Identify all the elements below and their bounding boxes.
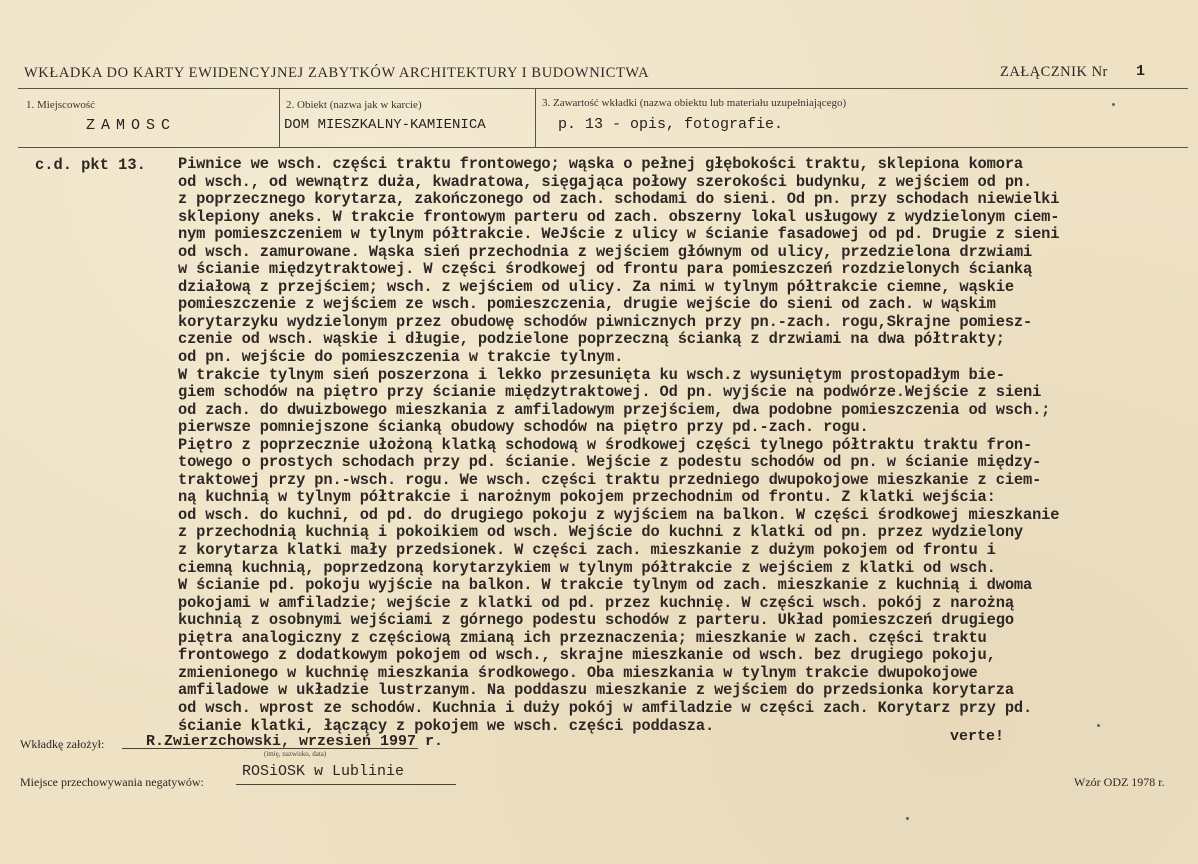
text-line: kuchnią z osobnymi wejściami z górnego podestu schodów z parteru. Układ pomieszczeń drugiego: [178, 611, 1014, 630]
text-line: pomieszczenie z wejściem ze wsch. pomieszczenia, drugie wejście do sieni od zach. w wąskim: [178, 295, 996, 314]
text-line: ciemną kuchnią, poprzedzoną korytarzykiem w tylnym półtrakcie z wejściem z klatki od wsch.: [178, 558, 996, 577]
created-by-line: [122, 748, 418, 749]
paper-speck: [906, 817, 909, 820]
text-line: towego o prostych schodach przy pd. ścianie. Wejście z podestu schodów od pn. w ścianie między-: [178, 453, 1042, 472]
created-by-label: Wkładkę założył:: [20, 737, 105, 751]
text-line: od pn. wejście do pomieszczenia w trakcie tylnym.: [178, 348, 624, 367]
text-line: pierwsze pomniejszone ścianką obudowy schodów na piętro przy pd.-zach. rogu.: [178, 418, 869, 437]
text-line: od zach. do dwuizbowego mieszkania z amfiladowym przejściem, dwa podobne pomieszczenia od wsch.;: [178, 400, 1051, 419]
text-line: w ścianie międzytraktowej. W części środkowej od frontu para pomieszczeń rozdzielonych ścianką: [178, 260, 1033, 279]
text-line: od wsch., od wewnątrz duża, kwadratowa, sięgająca połowy szerokości budynku, z wejściem od pn.: [178, 172, 1033, 191]
text-line: W ścianie pd. pokoju wyjście na balkon. W trakcie tylnym od zach. mieszkanie z kuchnią i dwoma: [178, 576, 1033, 595]
negatives-location-label: Miejsce przechowywania negatywów:: [20, 775, 204, 789]
text-line: piętra analogiczny z częściową zmianą ich przeznaczenia; mieszkanie w zach. części traktu: [178, 628, 987, 647]
text-line: korytarzyku wydzielonym przez obudowę schodów piwnicznych przy pn.-zach. rogu,Skrajne pomiesz-: [178, 312, 1033, 331]
text-line: czenie od wsch. wąskie i długie, podzielone poprzeczną ścianką z drzwiami na dwa półtrakty;: [178, 330, 1005, 349]
fields-bottom-rule: [18, 147, 1188, 148]
created-by-hint: (imię, nazwisko, data): [264, 750, 327, 758]
object-value: DOM MIESZKALNY-KAMIENICA: [284, 117, 486, 133]
text-line: Piętro z poprzecznie ułożoną klatką schodową w środkowej części tylnego półtraktu traktu fron-: [178, 435, 1033, 454]
created-by-value: R.Zwierzchowski, wrzesień 1997 r.: [146, 733, 444, 750]
paper-speck: [1097, 724, 1100, 727]
text-line: z poprzecznego korytarza, zakończonego od zach. schodami do sieni. Od pn. przy schodach niewielki: [178, 190, 1060, 209]
object-label: 2. Obiekt (nazwa jak w karcie): [286, 99, 422, 111]
attachment-number: 1: [1136, 63, 1146, 80]
continuation-label: c.d. pkt 13.: [35, 156, 146, 174]
description-text: [178, 156, 1188, 735]
text-line: ścianie klatki, łączący z pokojem we wsch. części poddasza.: [178, 716, 715, 735]
field-divider-2: [535, 88, 536, 147]
text-line: z korytarza klatki mały przedsionek. W części zach. mieszkanie z dużym pokojem od frontu i: [178, 541, 996, 560]
place-value: ZAMOSC: [86, 117, 177, 134]
text-line: sklepiony aneks. W trakcie frontowym parteru od zach. obszerny lokal usługowy z wydzielonym ciem-: [178, 207, 1060, 226]
content-value: p. 13 - opis, fotografie.: [558, 116, 784, 133]
text-line: od wsch. wprost ze schodów. Kuchnia i duży pokój w amfiladzie w części zach. Korytarz przy pd.: [178, 698, 1033, 717]
field-divider-1: [279, 88, 280, 147]
place-label: 1. Miejscowość: [26, 99, 96, 111]
text-line: zmienionego w kuchnię mieszkania środkowego. Oba mieszkania w tylnym trakcie dwupokojowe: [178, 663, 978, 682]
text-line: od wsch. do kuchni, od pd. do drugiego pokoju z wyjściem na balkon. W części środkowej mieszkanie: [178, 505, 1060, 524]
text-line: W trakcie tylnym sień poszerzona i lekko przesunięta ku wsch.z wysuniętym prostopadłym bie-: [178, 365, 1005, 384]
form-template-note: Wzór ODZ 1978 r.: [1074, 775, 1165, 789]
text-line: giem schodów na piętro przy ścianie międzytraktowej. Od pn. wyjście na podwórze.Wejście z sieni: [178, 383, 1042, 402]
text-line: od wsch. zamurowane. Wąska sień przechodnia z wejściem głównym od ulicy, przedzielona drzwiami: [178, 242, 1033, 261]
text-line: z przechodnią kuchnią i pokoikiem od wsch. Wejście do kuchni z klatki od pn. przez wydzielony: [178, 523, 1023, 542]
text-line: traktowej przy pn.-wsch. rogu. We wsch. części traktu przedniego dwupokojowe mieszkanie z ciem-: [178, 470, 1042, 489]
text-line: pokojami w amfiladzie; wejście z klatki od pd. przez kuchnię. W części wsch. pokój z narożną: [178, 593, 1014, 612]
negatives-location-line: [236, 784, 456, 785]
text-line: nym pomieszczeniem w tylnym półtrakcie. WeJście z ulicy w ścianie fasadowej od pd. Drugie z sieni: [178, 225, 1060, 244]
text-line: działową z przejściem; wsch. z wejściem od ulicy. Za nimi w tylnym półtrakcie ciemne, wąskie: [178, 277, 1014, 296]
top-rule: [18, 88, 1188, 89]
text-line: Piwnice we wsch. części traktu frontowego; wąska o pełnej głębokości traktu, sklepiona komora: [178, 155, 1023, 173]
content-label: 3. Zawartość wkładki (nazwa obiektu lub materiału uzupełniającego): [542, 97, 847, 109]
text-line: frontowego z dodatkowym pokojem od wsch., skrajne mieszkanie od wsch. bez drugiego pokoju,: [178, 646, 996, 665]
negatives-location-value: ROSiOSK w Lublinie: [242, 763, 405, 780]
text-line: amfiladowe w układzie lustrzanym. Na poddaszu mieszkanie z wejściem do przedsionka korytarza: [178, 681, 1014, 700]
form-title: WKŁADKA DO KARTY EWIDENCYJNEJ ZABYTKÓW ARCHITEKTURY I BUDOWNICTWA: [24, 65, 650, 81]
text-line: ną kuchnią w tylnym półtrakcie i narożnym pokojem przechodnim od frontu. Z klatki wejścia:: [178, 488, 996, 507]
attachment-label: ZAŁĄCZNIK Nr: [1000, 64, 1108, 80]
verte-note: verte!: [950, 728, 1005, 745]
paper-speck: [1112, 103, 1115, 106]
